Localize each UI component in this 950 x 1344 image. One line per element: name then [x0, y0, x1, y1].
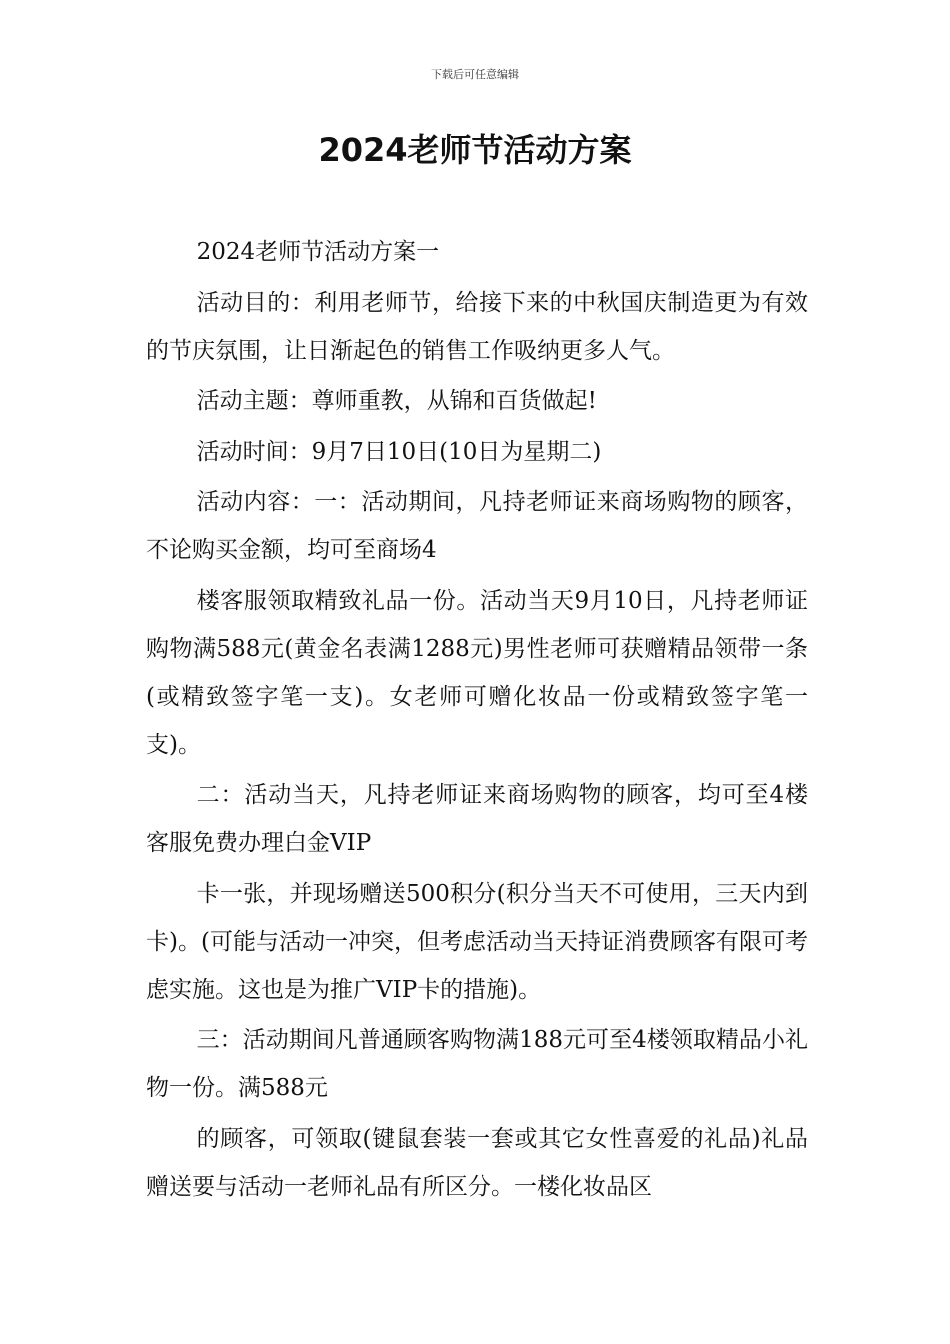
paragraph: 卡一张，并现场赠送500积分(积分当天不可使用，三天内到卡)。(可能与活动一冲突，但考虑活动当天持证消费顾客有限可考虑实施。这也是为推广VIP卡的措施)。: [146, 880, 808, 1003]
paragraph: 三：活动期间凡普通顾客购物满188元可至4楼领取精品小礼物一份。满588元: [146, 1027, 808, 1101]
paragraph: 的顾客，可领取(键鼠套装一套或其它女性喜爱的礼品)礼品赠送要与活动一老师礼品有所区分。一楼化妆品区: [146, 1125, 808, 1200]
paragraph: 活动主题：尊师重教，从锦和百货做起!: [196, 388, 597, 414]
paragraph: 二：活动当天，凡持老师证来商场购物的顾客，均可至4楼客服免费办理白金VIP: [146, 782, 808, 856]
paragraph: 活动内容：一：活动期间，凡持老师证来商场购物的顾客，不论购买金额，均可至商场4: [146, 489, 808, 563]
paragraph: 活动目的：利用老师节，给接下来的中秋国庆制造更为有效的节庆氛围，让日渐起色的销售工作吸纳更多人气。: [146, 289, 808, 364]
document-body: [146, 228, 808, 1213]
document-title: 2024老师节活动方案: [318, 131, 632, 169]
paragraph: 活动时间：9月7日10日(10日为星期二): [196, 438, 602, 465]
paragraph: 2024老师节活动方案一: [196, 239, 440, 265]
header-note: 下载后可任意编辑: [431, 68, 519, 81]
paragraph: 楼客服领取精致礼品一份。活动当天9月10日，凡持老师证购物满588元(黄金名表满1288元)男性老师可获赠精品领带一条(或精致签字笔一支)。女老师可赠化妆品一份或精致签字笔一支)。: [146, 587, 808, 758]
